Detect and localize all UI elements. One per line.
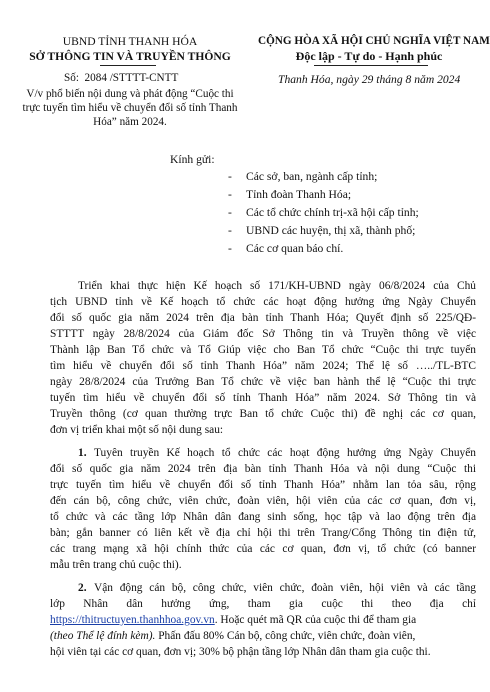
item-line: tổ chức và các tầng lớp Nhân dân đang sinh sống, học tập và lao động trên địa	[50, 511, 476, 523]
item-line-rest: Phấn đấu 80% Cán bộ, công chức, viên chức, đoàn viên,	[155, 630, 416, 642]
intro-line: Thành lập Ban Tổ chức và Tổ Giúp việc cho Ban Tổ chức “Cuộc thi trực tuyến	[50, 344, 476, 356]
item-number: 1.	[78, 447, 87, 459]
recipient-item: UBND các huyện, thị xã, thành phố;	[246, 224, 416, 237]
department-name: SỞ THÔNG TIN VÀ TRUYỀN THÔNG	[29, 50, 231, 63]
intro-line: ngày 28/8/2024 của Trưởng Ban Tổ chức về việc ban hành thể lệ “Cuộc thi trực	[50, 376, 476, 388]
recipient-item: Các tổ chức chính trị-xã hội cấp tỉnh;	[246, 206, 419, 219]
recipient-dash: -	[228, 188, 232, 201]
subject-line: trực tuyến tìm hiểu về chuyển đổi số tỉnh Thanh	[22, 102, 238, 114]
item-line-rest: . Hoặc quét mã QR của cuộc thi để tham gia	[214, 614, 417, 626]
nation-title: CỘNG HÒA XÃ HỘI CHỦ NGHĨA VIỆT NAM	[258, 35, 490, 47]
document-number	[64, 72, 178, 84]
motto: Độc lập - Tự do - Hạnh phúc	[295, 49, 443, 63]
item-line: lớp Nhân dân hưởng ứng, tham gia cuộc thi theo địa chỉ	[50, 598, 476, 610]
doc-no: 2084	[84, 72, 107, 84]
header-left	[22, 34, 238, 64]
intro-line: Triển khai thực hiện Kế hoạch số 171/KH-UBND ngày 06/8/2024 của Chủ	[78, 280, 476, 292]
rules-note: (theo Thể lệ đính kèm).	[50, 630, 156, 642]
intro-line: tìm hiểu về chuyển đổi số tỉnh Thanh Hóa” năm 2024; Thể lệ số …../TL-BTC	[50, 360, 476, 372]
place-date: Thanh Hóa, ngày 29 tháng 8 năm 2024	[278, 73, 461, 86]
item-line: các trang mạng xã hội chính thức của các cơ quan, đơn vị, tổ chức (có banner	[50, 543, 476, 555]
item-line: Vận động cán bộ, công chức, viên chức, đoàn viên, hội viên và các tầng	[94, 582, 476, 594]
contest-link[interactable]: https://thitructuyen.thanhhoa.gov.vn	[50, 614, 215, 626]
item-line: trực tuyến tìm hiểu về chuyển đổi số tỉnh Thanh Hóa” nhằm lan tỏa sâu, rộng	[50, 479, 476, 491]
subject-line: V/v phổ biến nội dung và phát động “Cuộc thi	[26, 88, 234, 100]
recipient-item: Các sở, ban, ngành cấp tỉnh;	[246, 170, 378, 183]
doc-no-label: Số:	[64, 72, 79, 84]
intro-line: STTTT ngày 28/8/2024 của Giám đốc Sở Thông tin và Truyền thông về việc	[50, 328, 476, 340]
header-right	[258, 34, 490, 64]
subject-line: Hóa” năm 2024.	[93, 116, 167, 128]
item-line: đổi số quốc gia năm 2024 trên địa bàn tỉnh Thanh Hóa và nội dung “Cuộc thi	[50, 463, 476, 475]
item-line: hội viên tại các cơ quan, đơn vị; 30% bộ phận tầng lớp Nhân dân tham gia cuộc thi.	[50, 646, 431, 658]
intro-line: đơn vị triển khai một số nội dung sau:	[50, 424, 224, 436]
intro-line: tịch UBND tỉnh về Kế hoạch tổ chức các hoạt động hưởng ứng Ngày Chuyển	[50, 296, 476, 308]
document-subject	[18, 87, 242, 129]
doc-code: /STTTT-CNTT	[109, 72, 179, 84]
department-underline	[100, 65, 156, 66]
intro-line: tuyến tìm hiểu về chuyển đổi số tỉnh Thanh Hóa” năm 2024. Sở Thông tin và	[50, 392, 476, 404]
item-number: 2.	[78, 582, 87, 594]
motto-underline	[314, 65, 428, 66]
item-line: đến cán bộ, công chức, viên chức, đoàn viên, hội viên của các cơ quan, đơn vị,	[50, 495, 476, 507]
item-line: Tuyên truyền Kế hoạch tổ chức các hoạt động hưởng ứng Ngày Chuyển	[94, 447, 476, 459]
recipient-dash: -	[228, 206, 232, 219]
intro-line: Truyền thông (cơ quan thường trực Ban tổ chức Cuộc thi) đề nghị các cơ quan,	[50, 408, 476, 420]
recipients-label: Kính gửi:	[170, 153, 215, 166]
recipient-dash: -	[228, 170, 232, 183]
recipient-item: Tỉnh đoàn Thanh Hóa;	[246, 188, 352, 201]
recipient-item: Các cơ quan báo chí.	[246, 242, 344, 255]
intro-line: đổi số quốc gia năm 2024 trên địa bàn tỉnh Thanh Hóa; Quyết định số 225/QĐ-	[50, 312, 476, 324]
item-line	[50, 613, 416, 628]
item-line	[50, 629, 415, 644]
item-line: mẫu trên trang chủ cuộc thi).	[50, 559, 182, 571]
agency-name: UBND TỈNH THANH HÓA	[62, 35, 198, 48]
recipient-dash: -	[228, 224, 232, 237]
item-line: bàn; gắn banner có liên kết về địa chỉ hội thi trên Trang/Cổng Thông tin điện tử,	[50, 527, 476, 539]
recipient-dash: -	[228, 242, 232, 255]
